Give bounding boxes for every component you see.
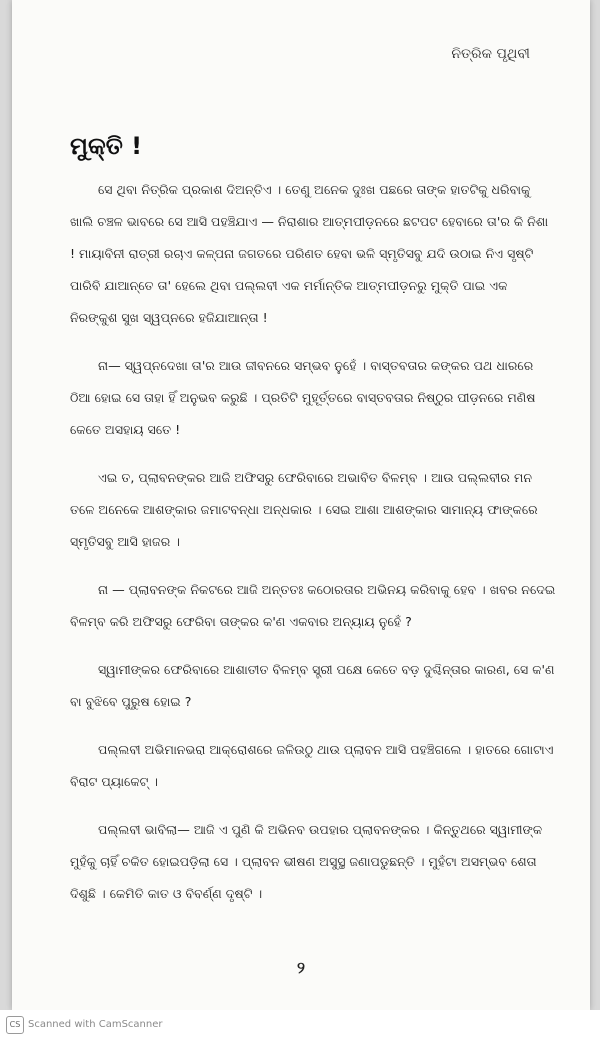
paragraph: ଏଇ ତ, ପ୍ଲାବନଙ୍କର ଆଜି ଅଫିସରୁ ଫେରିବାରେ ଅଭାବିତ ବିଳମ୍ବ । ଆଉ ପଲ୍ଲବୀର ମନ ତଳେ ଅନେକେ ଆଶଙ୍କାର ଜମାଟବନ୍ଧା ଅନ୍ଧକାର । ସେଇ ଆଶା ଆଶଙ୍କାର ସାମାନ୍ୟ ଫାଙ୍କରେ ସ୍ମୃତିସବୁ ଆସି ହାଜର । xyxy=(70,470,538,549)
camscanner-logo-icon: CS xyxy=(6,1016,24,1034)
book-page xyxy=(12,0,590,1010)
paragraph: ସେ ଥିବା ନିତ୍ରିକ ପ୍ରକାଶ ଦିଅନ୍ତିଏ । ତେଣୁ ଅନେକ ଦୁଃଖ ପଛରେ ତାଙ୍କ ହାତଟିକୁ ଧରିବାକୁ ଖାଲି ଚଞ୍ଚଳ ଭାବରେ ସେ ଆସି ପହଞ୍ଚିଯାଏ — ନିରାଶାର ଆତ୍ମପୀଡ଼ନରେ ଛଟପଟ ହେବାରେ ତା'ର କି ନିଶା ! ମାୟାବିନୀ ରାତ୍ରୀ ରଚାଏ କଳ୍ପନା ଜଗତରେ ପରିଣତ ହେବା ଭଳି ସ୍ମୃତିସବୁ ଯଦି ଉଠାଇ ନିଏ ସୃଷ୍ଟି ପାରିବି ଯାଆନ୍ତେ ତା' ହେଲେ ଥିବା ପଲ୍ଲବୀ ଏକ ମର୍ମାନ୍ତିକ ଆତ୍ମପୀଡ଼ନରୁ ମୁକ୍ତି ପାଇ ଏକ ନିରଙ୍କୁଶ ସୁଖ ସ୍ୱପ୍ନରେ ହଜିଯାଆନ୍ତା ! xyxy=(70,182,549,325)
scanner-watermark xyxy=(0,1010,600,1039)
paragraph: ନା — ପ୍ଲାବନଙ୍କ ନିକଟରେ ଆଜି ଅନ୍ତତଃ କଠୋରତାର ଅଭିନୟ କରିବାକୁ ହେବ । ଖବର ନଦେଇ ବିଳମ୍ବ କରି ଅଫିସରୁ ଫେରିବା ତାଙ୍କର କ'ଣ ଏକବାର ଅନ୍ୟାୟ ନୁହେଁ ? xyxy=(70,582,556,629)
paragraph: ପଲ୍ଲବୀ ଭାବିଲା— ଆଜି ଏ ପୁଣି କି ଅଭିନବ ଉପହାର ପ୍ଲାବନଙ୍କର । କିନ୍ତୁଥରେ ସ୍ୱାମୀଙ୍କ ମୁହଁକୁ ଚାହିଁ ଚକିତ ହୋଇପଡ଼ିଲା ସେ । ପ୍ଲାବନ ଭୀଷଣ ଅସୁସ୍ଥ ଜଣାପଡୁଛନ୍ତି । ମୁହଁଟା ଅସମ୍ଭବ ଶେତା ଦିଶୁଛି । କେମିତି କାତ ଓ ବିବର୍ଣ୍ଣ ଦୃଷ୍ଟି । xyxy=(70,822,543,901)
paragraph: ନା— ସ୍ୱପ୍ନଦେଖା ତା'ର ଆଉ ଜୀବନରେ ସମ୍ଭବ ନୁହେଁ । ବାସ୍ତବତାର କଙ୍କର ପଥ ଧାରରେ ଠିଆ ହୋଇ ସେ ତାହା ହିଁ ଅନୁଭବ କରୁଛି । ପ୍ରତିଟି ମୁହୂର୍ତ୍ତରେ ବାସ୍ତବତାର ନିଷ୍ଠୁର ପୀଡ଼ନରେ ମଣିଷ କେତେ ଅସହାୟ ସତେ ! xyxy=(70,358,536,437)
paragraph: ସ୍ୱାମୀଙ୍କର ଫେରିବାରେ ଆଶାତୀତ ବିଳମ୍ବ ସ୍ତ୍ରୀ ପକ୍ଷେ କେତେ ବଡ଼ ଦୁଶ୍ଚିନ୍ତାର କାରଣ, ସେ କ'ଣ ବା ବୁଝିବେ ପୁରୁଷ ହୋଇ ? xyxy=(70,662,555,709)
chapter-heading: ମୁକ୍ତି ! xyxy=(70,132,143,160)
body-text xyxy=(70,174,556,926)
page-number: ୨ xyxy=(297,958,305,977)
running-header: ନିତ୍ରିକ ପୃଥିବୀ xyxy=(451,46,530,62)
paragraph: ପଲ୍ଲବୀ ଅଭିମାନଭରା ଆକ୍ରୋଶରେ ଜଳିଉଠୁ ଥାଉ ପ୍ଲାବନ ଆସି ପହଞ୍ଚିଗଲେ । ହାତରେ ଗୋଟାଏ ବିରାଟ ପ୍ୟାକେଟ୍ । xyxy=(70,742,554,789)
scanner-label: Scanned with CamScanner xyxy=(28,1019,163,1030)
